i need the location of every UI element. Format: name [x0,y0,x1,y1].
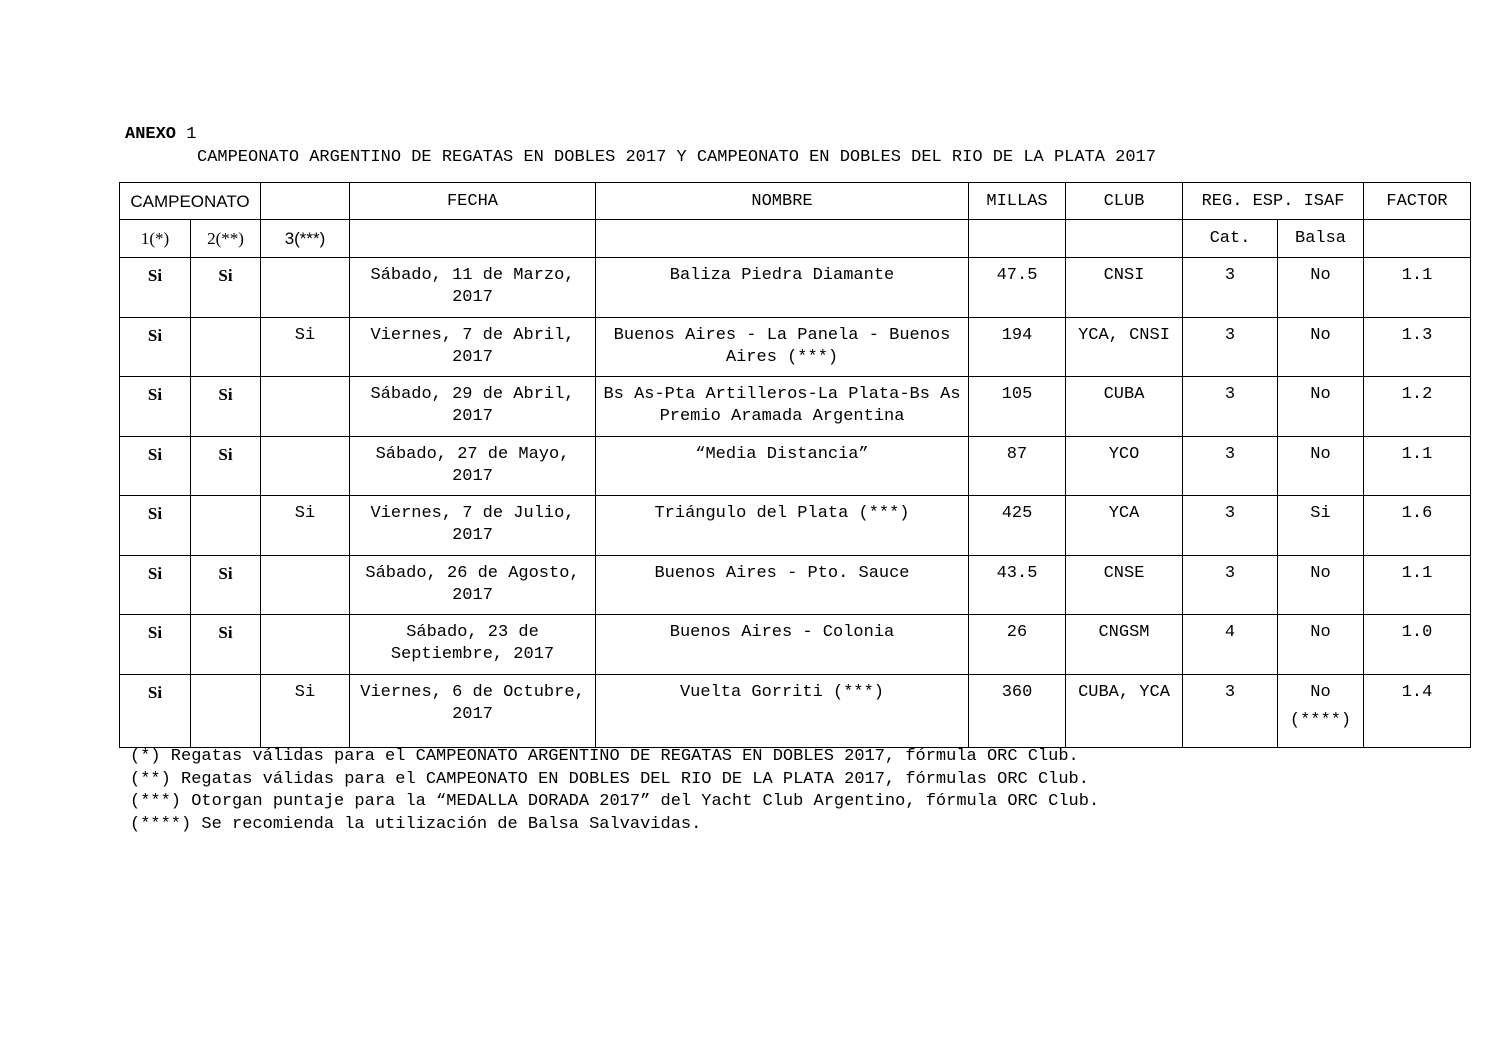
cell-c2: Si [191,377,261,437]
header-millas: MILLAS [969,183,1066,220]
table-row [120,496,1471,556]
cell-club: YCA [1066,496,1183,556]
cell-factor: 1.0 [1364,615,1471,675]
cell-balsa [1278,377,1364,437]
cell-millas: 26 [969,615,1066,675]
cell-nombre: Buenos Aires - La Panela - Buenos Aires (***) [596,317,969,377]
cell-nombre: “Media Distancia” [596,436,969,496]
balsa-value: No [1310,682,1331,702]
document-title: CAMPEONATO ARGENTINO DE REGATAS EN DOBLES 2017 Y CAMPEONATO EN DOBLES DEL RIO DE LA PLATA 2017 [197,148,1156,167]
cell-c3 [261,377,350,437]
annex-heading [125,125,196,144]
cell-c3 [261,436,350,496]
cell-c2: Si [191,436,261,496]
header-sub-empty [1364,220,1471,258]
cell-millas: 105 [969,377,1066,437]
cell-c2 [191,317,261,377]
cell-factor: 1.1 [1364,258,1471,318]
cell-cat: 3 [1183,496,1278,556]
cell-c3: Si [261,496,350,556]
cell-fecha: Viernes, 6 de Octubre, 2017 [350,674,596,747]
cell-c2 [191,496,261,556]
table-row [120,615,1471,675]
balsa-value: No [1310,444,1331,464]
cell-factor: 1.6 [1364,496,1471,556]
cell-millas: 43.5 [969,555,1066,615]
cell-club: CUBA, YCA [1066,674,1183,747]
cell-balsa [1278,317,1364,377]
header-fecha: FECHA [350,183,596,220]
cell-club: CNSI [1066,258,1183,318]
cell-nombre: Vuelta Gorriti (***) [596,674,969,747]
cell-balsa [1278,436,1364,496]
balsa-value: No [1310,325,1331,345]
balsa-value: Si [1310,504,1331,523]
header-sub-empty [350,220,596,258]
cell-millas: 360 [969,674,1066,747]
cell-balsa [1278,615,1364,675]
cell-club: CNGSM [1066,615,1183,675]
cell-c2 [191,674,261,747]
cell-club: YCA, CNSI [1066,317,1183,377]
cell-cat: 3 [1183,674,1278,747]
cell-c3: Si [261,674,350,747]
cell-nombre: Buenos Aires - Colonia [596,615,969,675]
table-row [120,317,1471,377]
header-sub-empty [596,220,969,258]
header-c2: 2(**) [191,220,261,258]
cell-c3 [261,615,350,675]
footnote: (***) Otorgan puntaje para la “MEDALLA DORADA 2017” del Yacht Club Argentino, fórmula ORC Club. [130,792,1100,811]
cell-fecha: Sábado, 11 de Marzo, 2017 [350,258,596,318]
cell-fecha: Sábado, 23 de Septiembre, 2017 [350,615,596,675]
cell-c3 [261,258,350,318]
cell-millas: 194 [969,317,1066,377]
cell-c2: Si [191,555,261,615]
annex-number: 1 [186,125,197,144]
footnote: (****) Se recomienda la utilización de Balsa Salvavidas. [130,814,702,834]
cell-factor: 1.4 [1364,674,1471,747]
header-cat: Cat. [1183,220,1278,258]
regattas-table [119,182,1471,748]
cell-factor: 1.2 [1364,377,1471,437]
cell-factor: 1.3 [1364,317,1471,377]
footnotes [130,746,1099,836]
header-campeonato: CAMPEONATO [120,183,261,220]
balsa-value: No [1310,623,1331,642]
cell-nombre: Buenos Aires - Pto. Sauce [596,555,969,615]
cell-cat: 3 [1183,317,1278,377]
cell-balsa [1278,258,1364,318]
balsa-value: No [1310,266,1331,285]
cell-millas: 47.5 [969,258,1066,318]
cell-fecha: Sábado, 27 de Mayo, 2017 [350,436,596,496]
cell-millas: 87 [969,436,1066,496]
cell-club: CUBA [1066,377,1183,437]
table-row [120,436,1471,496]
cell-cat: 3 [1183,436,1278,496]
cell-fecha: Sábado, 26 de Agosto, 2017 [350,555,596,615]
header-empty [261,183,350,220]
cell-c3: Si [261,317,350,377]
header-sub-empty [1066,220,1183,258]
cell-factor: 1.1 [1364,436,1471,496]
cell-balsa [1278,555,1364,615]
table-row [120,258,1471,318]
annex-label: ANEXO [125,125,177,144]
header-nombre: NOMBRE [596,183,969,220]
balsa-value: No [1310,385,1331,404]
cell-nombre: Triángulo del Plata (***) [596,496,969,556]
cell-c3 [261,555,350,615]
header-balsa: Balsa [1278,220,1364,258]
header-c1: 1(*) [120,220,191,258]
table-row [120,377,1471,437]
cell-millas: 425 [969,496,1066,556]
cell-cat: 3 [1183,258,1278,318]
cell-club: CNSE [1066,555,1183,615]
cell-cat: 4 [1183,615,1278,675]
cell-c1: Si [120,496,191,556]
cell-c1: Si [120,615,191,675]
cell-club: YCO [1066,436,1183,496]
table-row [120,674,1471,747]
table-row [120,555,1471,615]
cell-c1: Si [120,555,191,615]
header-c3: 3(***) [261,220,350,258]
header-row-sub [120,220,1471,258]
footnote: (*) Regatas válidas para el CAMPEONATO ARGENTINO DE REGATAS EN DOBLES 2017, fórmula ORC Club. [130,747,1079,766]
balsa-value: No [1310,563,1331,583]
cell-fecha: Sábado, 29 de Abril, 2017 [350,377,596,437]
header-row-main [120,183,1471,220]
cell-c1: Si [120,258,191,318]
cell-fecha: Viernes, 7 de Abril, 2017 [350,317,596,377]
cell-nombre: Bs As-Pta Artilleros-La Plata-Bs As Premio Aramada Argentina [596,377,969,437]
cell-c1: Si [120,377,191,437]
cell-cat: 3 [1183,555,1278,615]
header-club: CLUB [1066,183,1183,220]
header-sub-empty [969,220,1066,258]
cell-nombre: Baliza Piedra Diamante [596,258,969,318]
cell-cat: 3 [1183,377,1278,437]
balsa-note: (****) [1289,710,1352,730]
cell-balsa [1278,496,1364,556]
cell-c2: Si [191,258,261,318]
cell-balsa [1278,674,1364,747]
footnote: (**) Regatas válidas para el CAMPEONATO EN DOBLES DEL RIO DE LA PLATA 2017, fórmulas ORC Club. [130,769,1089,789]
header-reg-esp-isaf: REG. ESP. ISAF [1183,183,1364,220]
cell-c1: Si [120,674,191,747]
header-factor: FACTOR [1364,183,1471,220]
cell-c2: Si [191,615,261,675]
cell-c1: Si [120,317,191,377]
cell-c1: Si [120,436,191,496]
cell-fecha: Viernes, 7 de Julio, 2017 [350,496,596,556]
cell-factor: 1.1 [1364,555,1471,615]
